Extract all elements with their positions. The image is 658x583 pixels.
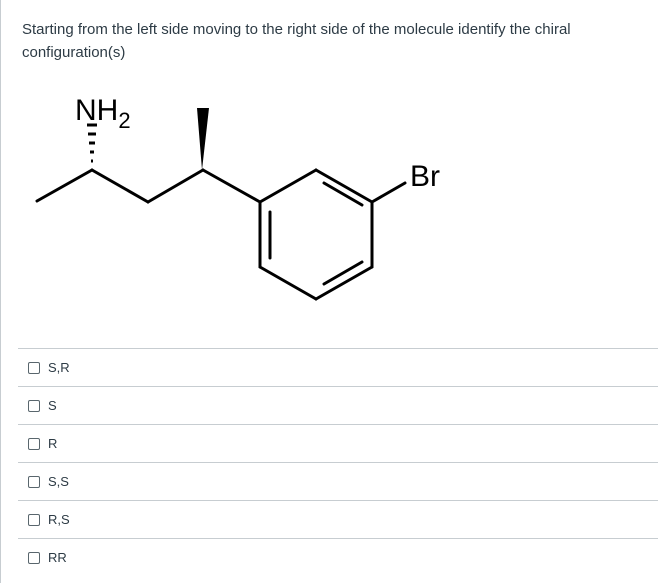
answer-label: R,S bbox=[48, 512, 70, 527]
answer-option-s-r[interactable] bbox=[18, 348, 658, 386]
answer-checkbox[interactable] bbox=[28, 552, 40, 564]
answer-checkbox[interactable] bbox=[28, 400, 40, 412]
answer-option-r[interactable] bbox=[18, 424, 658, 462]
amine-label: $NH_2$ bbox=[75, 94, 131, 133]
answer-list bbox=[18, 348, 658, 576]
molecule-bonds bbox=[37, 170, 405, 299]
answer-checkbox[interactable] bbox=[28, 362, 40, 374]
answer-label: S,R bbox=[48, 360, 70, 375]
solid-wedge-bond bbox=[197, 108, 209, 170]
hashed-wedge-bond bbox=[87, 125, 97, 161]
answer-label: R bbox=[48, 436, 58, 451]
answer-checkbox[interactable] bbox=[28, 514, 40, 526]
panel-border bbox=[0, 0, 1, 583]
answer-label: S bbox=[48, 398, 57, 413]
molecule-structure bbox=[20, 86, 470, 311]
answer-option-r-s[interactable] bbox=[18, 500, 658, 538]
question-text: Starting from the left side moving to the right side of the molecule identify the chiral configuration(s) bbox=[22, 21, 571, 61]
bromine-label: Br bbox=[410, 160, 440, 193]
answer-label: S,S bbox=[48, 474, 69, 489]
answer-label: RR bbox=[48, 550, 67, 565]
answer-option-rr[interactable] bbox=[18, 538, 658, 576]
answer-checkbox[interactable] bbox=[28, 438, 40, 450]
answer-option-s[interactable] bbox=[18, 386, 658, 424]
answer-checkbox[interactable] bbox=[28, 476, 40, 488]
answer-option-s-s[interactable] bbox=[18, 462, 658, 500]
